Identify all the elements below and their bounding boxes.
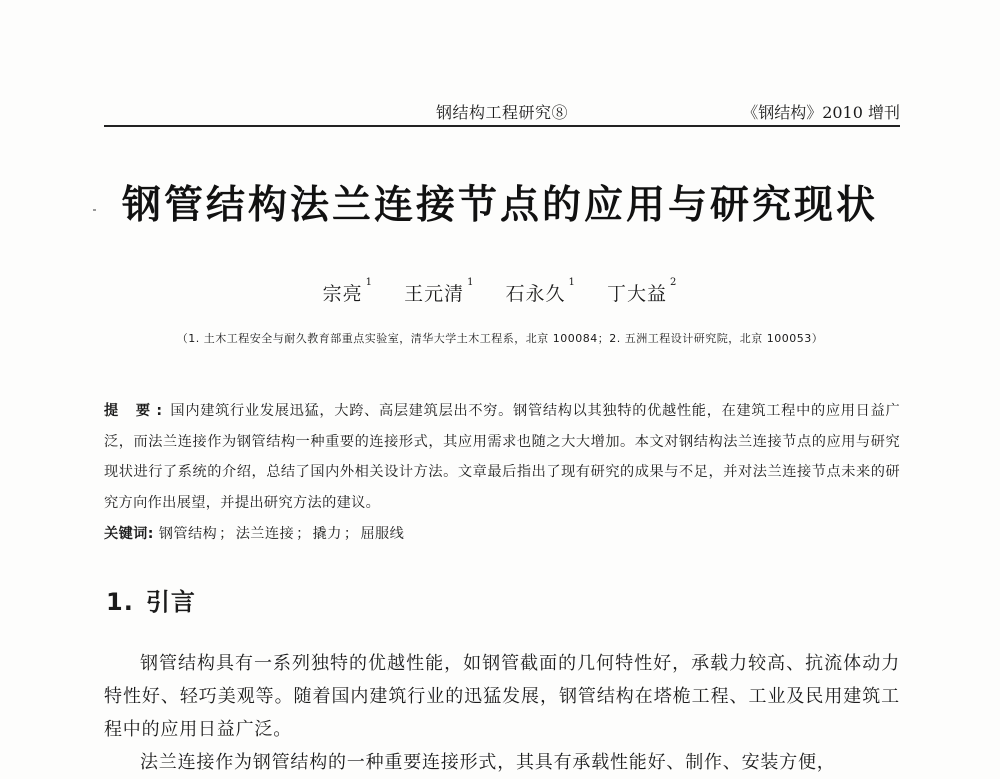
running-title: 钢结构工程研究⑧ bbox=[436, 103, 569, 122]
page-header bbox=[0, 0, 1000, 130]
abstract-label: 提 要: bbox=[104, 403, 169, 419]
body-text bbox=[104, 647, 900, 779]
author-list bbox=[0, 279, 1000, 306]
author-name: 王元清 bbox=[404, 283, 465, 305]
keyword: 法兰连接 bbox=[235, 526, 295, 542]
affiliation-mark: 1 bbox=[365, 277, 374, 288]
section-number: 1. bbox=[106, 588, 134, 616]
affiliation-mark: 2 bbox=[669, 277, 678, 288]
section-heading bbox=[106, 582, 196, 617]
section-title: 引言 bbox=[145, 588, 196, 616]
keywords: 关键词: 钢管结构 ； 法兰连接 ； 撬力 ； 屈服线 bbox=[104, 526, 405, 542]
author-name: 宗亮 bbox=[322, 283, 363, 305]
author bbox=[404, 279, 474, 306]
keyword: 撬力 bbox=[312, 526, 342, 542]
affiliations: （1. 土木工程安全与耐久教育部重点实验室，清华大学土木工程系，北京 100084；2. 五洲工程设计研究院，北京 100053） bbox=[176, 332, 824, 345]
author bbox=[506, 279, 576, 306]
keyword: 屈服线 bbox=[360, 526, 405, 542]
header-rule bbox=[104, 125, 900, 127]
keywords-label: 关键词: bbox=[104, 526, 154, 542]
author bbox=[323, 279, 373, 306]
paragraph: 钢管结构具有一系列独特的优越性能，如钢管截面的几何特性好，承载力较高、抗流体动力特性好、轻巧美观等。随着国内建筑行业的迅猛发展，钢管结构在塔桅工程、工业及民用建筑工程中的应用日益广泛。 bbox=[104, 653, 900, 740]
affiliation-mark: 1 bbox=[568, 277, 576, 288]
journal-issue: 《钢结构》2010 增刊 bbox=[742, 103, 900, 122]
abstract bbox=[104, 396, 900, 518]
author-name: 石永久 bbox=[505, 283, 566, 305]
paragraph: 法兰连接作为钢管结构的一种重要连接形式，其具有承载性能好、制作、安装方便， bbox=[140, 752, 836, 773]
author bbox=[607, 279, 677, 306]
author-name: 丁大益 bbox=[606, 283, 667, 305]
affiliation-mark: 1 bbox=[467, 277, 475, 288]
abstract-text: 国内建筑行业发展迅猛，大跨、高层建筑层出不穷。钢管结构以其独特的优越性能，在建筑工程中的应用日益广泛，而法兰连接作为钢管结构一种重要的连接形式，其应用需求也随之大大增加。本文对钢结构法兰连接节点的应用与研究现状进行了系统的介绍，总结了国内外相关设计方法。文章最后指出了现有研究的成果与不足，并对法兰连接节点未来的研究方向作出展望，并提出研究方法的建议。 bbox=[104, 403, 900, 511]
paper-title: 钢管结构法兰连接节点的应用与研究现状 bbox=[121, 183, 878, 228]
keyword: 钢管结构 bbox=[158, 526, 218, 542]
